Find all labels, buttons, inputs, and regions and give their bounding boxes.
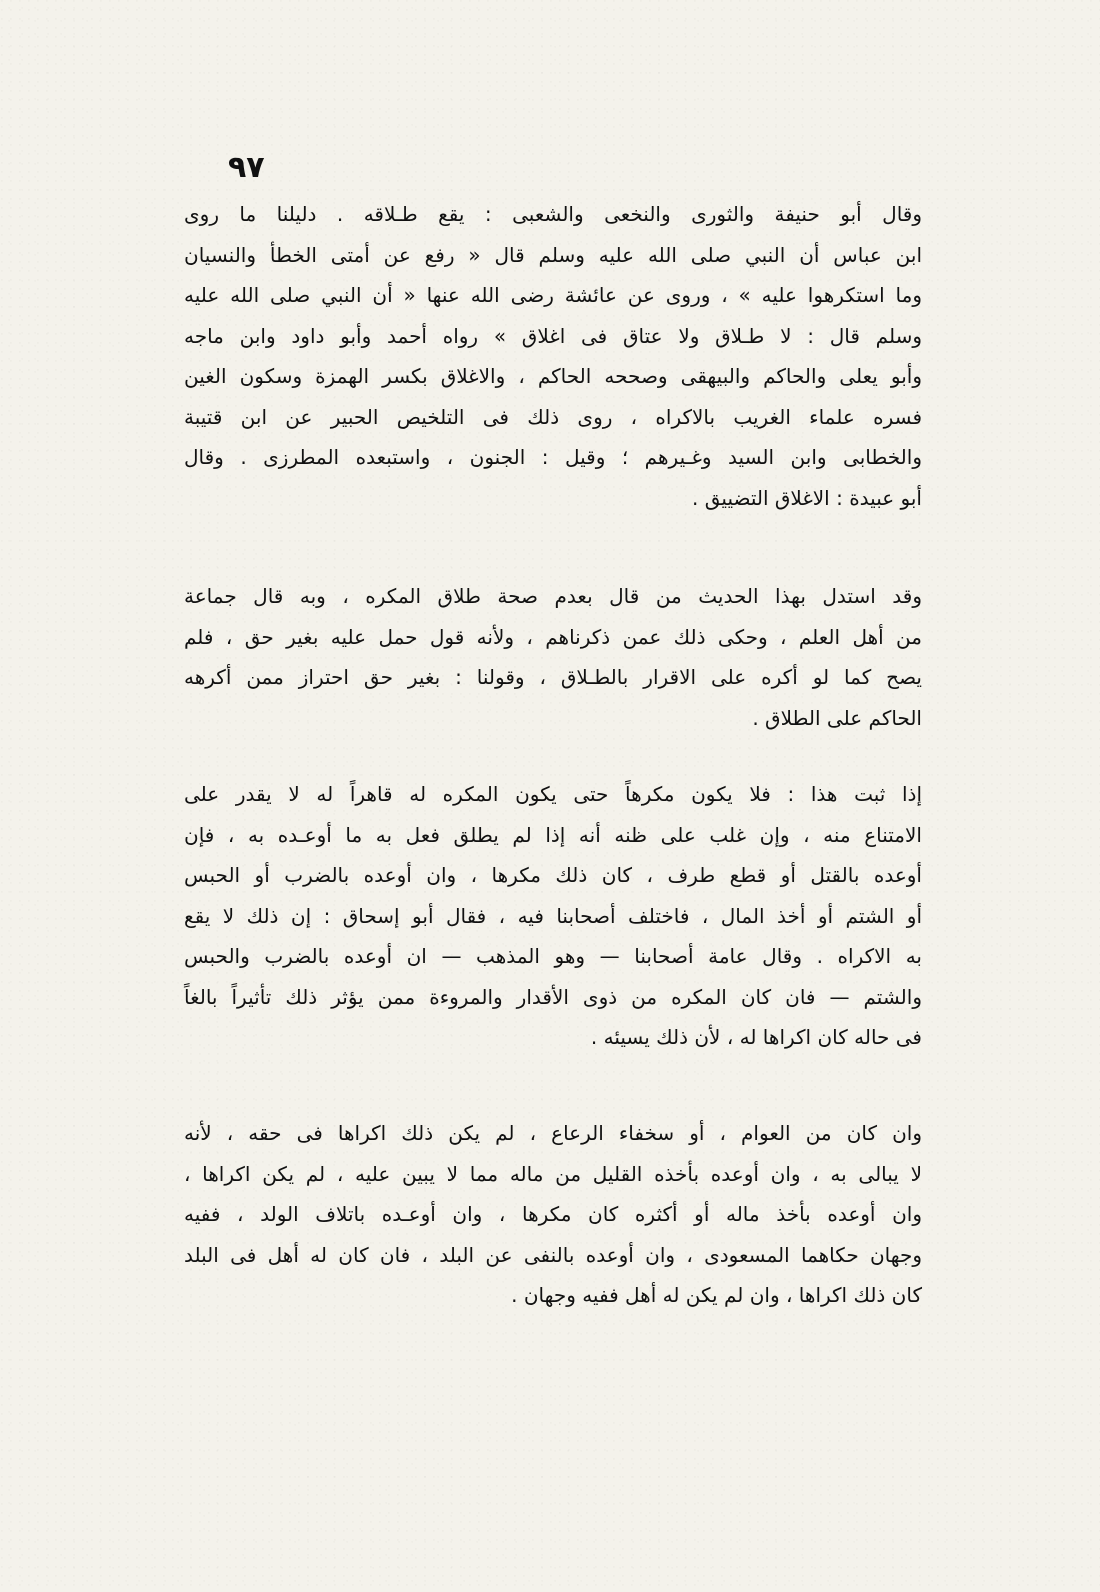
paragraph-4	[184, 1113, 922, 1316]
text-line: الامتناع منه ، وإن غلب على ظنه أنه إذا لم يطلق فعل به ما أوعـده به ، فإن	[184, 822, 922, 847]
text-line: وسلم قال : لا طـلاق ولا عتاق فى اغلاق » رواه أحمد وأبو داود وابن ماجه	[184, 323, 922, 348]
text-line: ابن عباس أن النبي صلى الله عليه وسلم قال « رفع عن أمتى الخطأ والنسيان	[184, 242, 922, 267]
text-line: وجهان حكاهما المسعودى ، وان أوعده بالنفى عن البلد ، فان كان له أهل فى البلد	[184, 1242, 922, 1267]
text-line: أبو عبيدة : الاغلاق التضييق .	[692, 485, 922, 510]
text-line: أو الشتم أو أخذ المال ، فاختلف أصحابنا فيه ، فقال أبو إسحاق : إن ذلك لا يقع	[184, 903, 922, 928]
text-line: من أهل العلم ، وحكى ذلك عمن ذكرناهم ، ولأنه قول حمل عليه بغير حق ، فلم	[184, 624, 922, 649]
text-line: وان أوعده بأخذ ماله أو أكثره كان مكرها ، وان أوعـده باتلاف الولد ، ففيه	[184, 1202, 922, 1226]
text-line: كان ذلك اكراها ، وان لم يكن له أهل ففيه وجهان .	[511, 1283, 922, 1307]
text-line: يصح كما لو أكره على الاقرار بالطـلاق ، وقولنا : بغير حق احتراز ممن أكرهه	[184, 665, 922, 689]
text-line: لا يبالى به ، وان أوعده بأخذه القليل من ماله مما لا يبين عليه ، لم يكن اكراها ،	[184, 1161, 922, 1186]
text-line: وقد استدل بهذا الحديث من قال بعدم صحة طلاق المكره ، وبه قال جماعة	[184, 584, 922, 608]
text-line: فسره علماء الغريب بالاكراه ، روى ذلك فى التلخيص الحبير عن ابن قتيبة	[184, 404, 922, 429]
text-line: أوعده بالقتل أو قطع طرف ، كان ذلك مكرها ، وان أوعده بالضرب أو الحبس	[184, 863, 922, 887]
text-line: إذا ثبت هذا : فلا يكون مكرهاً حتى يكون المكره له قاهراً له لا يقدر على	[184, 782, 922, 806]
text-line: الحاكم على الطلاق .	[752, 705, 922, 730]
paragraph-1	[184, 194, 922, 518]
page-number: ٩٧	[228, 150, 265, 185]
text-line: والخطابى وابن السيد وغـيرهم ؛ وقيل : الجنون ، واستبعده المطرزى . وقال	[184, 445, 922, 469]
text-line: وأبو يعلى والحاكم والبيهقى وصححه الحاكم ، والاغلاق بكسر الهمزة وسكون الغين	[184, 364, 922, 388]
paragraph-2	[184, 576, 922, 738]
text-line: وان كان من العوام ، أو سخفاء الرعاع ، لم يكن ذلك اكراها فى حقه ، لأنه	[184, 1121, 922, 1145]
text-line: والشتم — فان كان المكره من ذوى الأقدار والمروءة ممن يؤثر ذلك تأثيراً بالغاً	[184, 984, 922, 1009]
text-line: به الاكراه . وقال عامة أصحابنا — وهو المذهب — ان أوعده بالضرب والحبس	[184, 944, 922, 968]
text-line: فى حاله كان اكراها له ، لأن ذلك يسيئه .	[590, 1025, 922, 1049]
text-line: وما استكرهوا عليه » ، وروى عن عائشة رضى الله عنها « أن النبي صلى الله عليه	[184, 283, 922, 307]
text-line: وقال أبو حنيفة والثورى والنخعى والشعبى : يقع طـلاقه . دليلنا ما روى	[184, 202, 922, 226]
paragraph-3	[184, 774, 922, 1058]
